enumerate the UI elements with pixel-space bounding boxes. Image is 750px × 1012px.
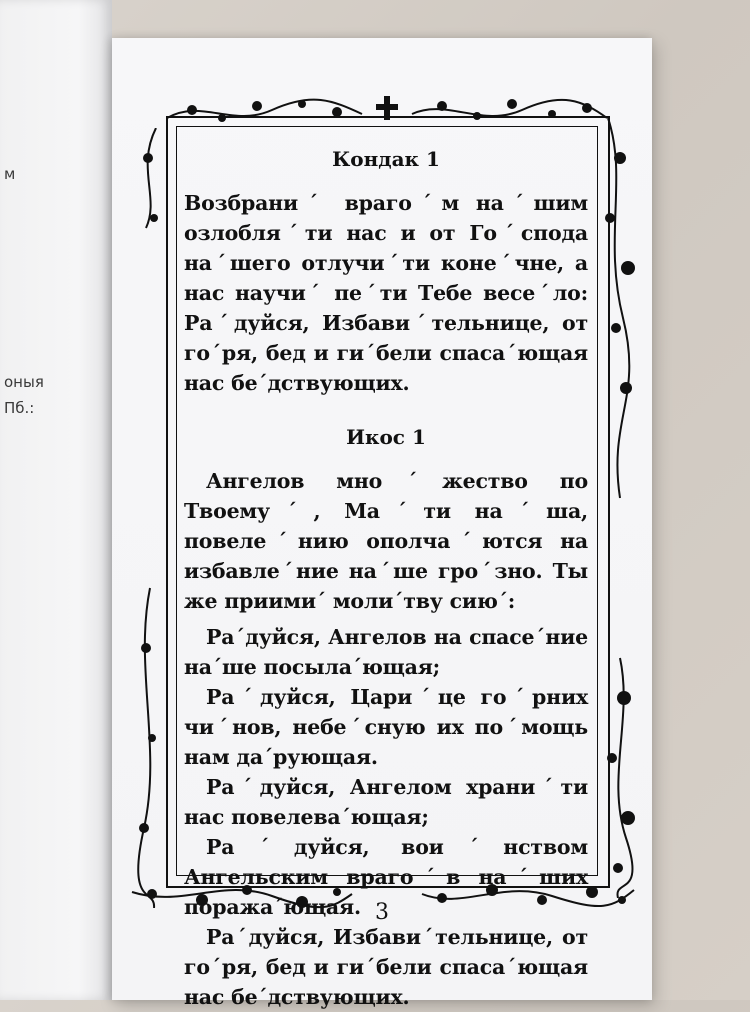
ikos-verse: Раˊдуйся, Избавиˊтельнице, от гоˊря, бед и гиˊбели спасаˊющая нас беˊдствующих.	[184, 925, 588, 1009]
left-page-fragment: м	[4, 165, 16, 183]
vine-ornament-top	[162, 88, 612, 128]
ikos-verse: Раˊдуйся, Ангелом храниˊти нас повелеваˊющая;	[184, 775, 588, 829]
left-page-fragment: оныя	[4, 373, 44, 391]
vine-ornament-right	[598, 118, 642, 898]
ikos-verse: Раˊдуйся, воиˊнством Ангельским врагоˊв наˊших поражаˊющая.	[184, 835, 588, 919]
ikos-intro: Ангелов мноˊжество по Твоемуˊ, Маˊти наˊша, повелеˊнию ополчаˊются на избавлеˊние наˊше гроˊзно. Ты же приимиˊ молиˊтву сиюˊ:	[184, 469, 588, 613]
prayer-text	[184, 138, 588, 1012]
book-page	[112, 38, 652, 1009]
ikos-heading: Икос 1	[346, 425, 426, 449]
left-page-fragment: Пб.:	[4, 399, 35, 417]
ikos-verse: Раˊдуйся, Ангелов на спасеˊние наˊше посылаˊющая;	[184, 625, 588, 679]
kondak-heading: Кондак 1	[332, 147, 440, 171]
vine-ornament-left	[126, 128, 170, 908]
kondak-text: Возбраниˊ врагоˊм наˊшим озлобляˊти нас и от Гоˊспода наˊшего отлучиˊти конеˊчне, а нас научиˊ пеˊти Тебе весеˊло: Раˊдуйся, Избавиˊтельнице, от гоˊря, бед и гиˊбели спасаˊющая нас беˊдствующих.	[184, 191, 588, 395]
left-page	[0, 0, 112, 1000]
page-number: 3	[375, 900, 389, 925]
ikos-verse: Раˊдуйся, Цариˊце гоˊрних чиˊнов, небеˊсную их поˊмощь нам даˊрующая.	[184, 685, 588, 769]
